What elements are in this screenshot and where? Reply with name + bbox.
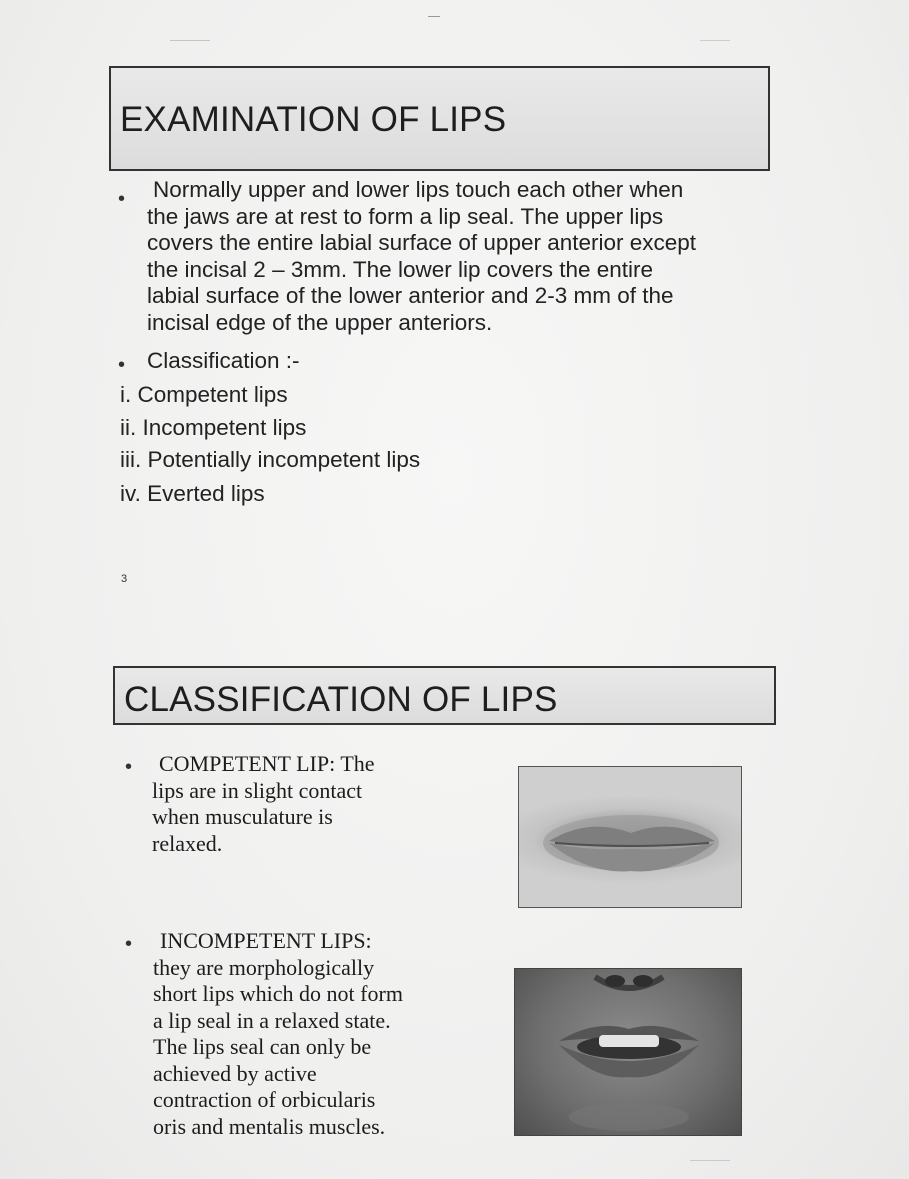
scan-mark bbox=[700, 40, 730, 41]
scan-mark bbox=[428, 16, 440, 17]
text-line: relaxed. bbox=[152, 830, 223, 856]
text-line: oris and mentalis muscles. bbox=[153, 1113, 386, 1139]
bullet-icon: • bbox=[118, 354, 126, 376]
paragraph-line: Normally upper and lower lips touch each other when bbox=[153, 177, 684, 202]
face-illustration bbox=[515, 969, 742, 1136]
text-line: when musculature is bbox=[152, 804, 333, 829]
text-line: they are morphologically bbox=[153, 954, 375, 980]
classification-label: Classification :- bbox=[147, 348, 300, 373]
text-line: The lips seal can only be bbox=[153, 1034, 372, 1059]
competent-description bbox=[152, 751, 472, 857]
paragraph-line: the jaws are at rest to form a lip seal. The upper lips bbox=[147, 203, 664, 229]
incompetent-lips-photo bbox=[514, 968, 742, 1136]
lips-illustration bbox=[519, 767, 742, 908]
text-line: INCOMPETENT LIPS: bbox=[160, 928, 372, 953]
bullet-icon: • bbox=[125, 933, 133, 955]
text-line: achieved by active bbox=[153, 1060, 317, 1086]
page-number: 3 bbox=[121, 573, 128, 585]
list-item: iii. Potentially incompetent lips bbox=[120, 447, 421, 472]
text-line: COMPETENT LIP: The bbox=[159, 751, 375, 776]
slide2-title-box bbox=[113, 666, 776, 725]
scan-mark bbox=[690, 1160, 730, 1161]
text-line: a lip seal in a relaxed state. bbox=[153, 1007, 391, 1033]
list-item: i. Competent lips bbox=[120, 382, 288, 407]
competent-lips-photo bbox=[518, 766, 742, 908]
slide1-paragraph bbox=[147, 177, 787, 336]
text-line: short lips which do not form bbox=[153, 981, 403, 1006]
paragraph-line: labial surface of the lower anterior and 2-3 mm of the bbox=[147, 283, 674, 308]
paragraph-line: incisal edge of the upper anteriors. bbox=[147, 309, 493, 335]
slide2-title: CLASSIFICATION OF LIPS bbox=[124, 680, 558, 719]
list-item: iv. Everted lips bbox=[120, 481, 265, 506]
paragraph-line: covers the entire labial surface of upper anterior except bbox=[147, 230, 697, 255]
bullet-icon: • bbox=[118, 188, 126, 210]
text-line: contraction of orbicularis bbox=[153, 1087, 376, 1112]
slide1-title-box bbox=[109, 66, 770, 171]
list-item: ii. Incompetent lips bbox=[120, 415, 307, 440]
bullet-icon: • bbox=[125, 756, 133, 778]
slide1-title: EXAMINATION OF LIPS bbox=[120, 100, 507, 139]
text-line: lips are in slight contact bbox=[152, 777, 363, 803]
scan-mark bbox=[170, 40, 210, 41]
paragraph-line: the incisal 2 – 3mm. The lower lip covers the entire bbox=[147, 256, 654, 282]
incompetent-description bbox=[153, 928, 473, 1140]
